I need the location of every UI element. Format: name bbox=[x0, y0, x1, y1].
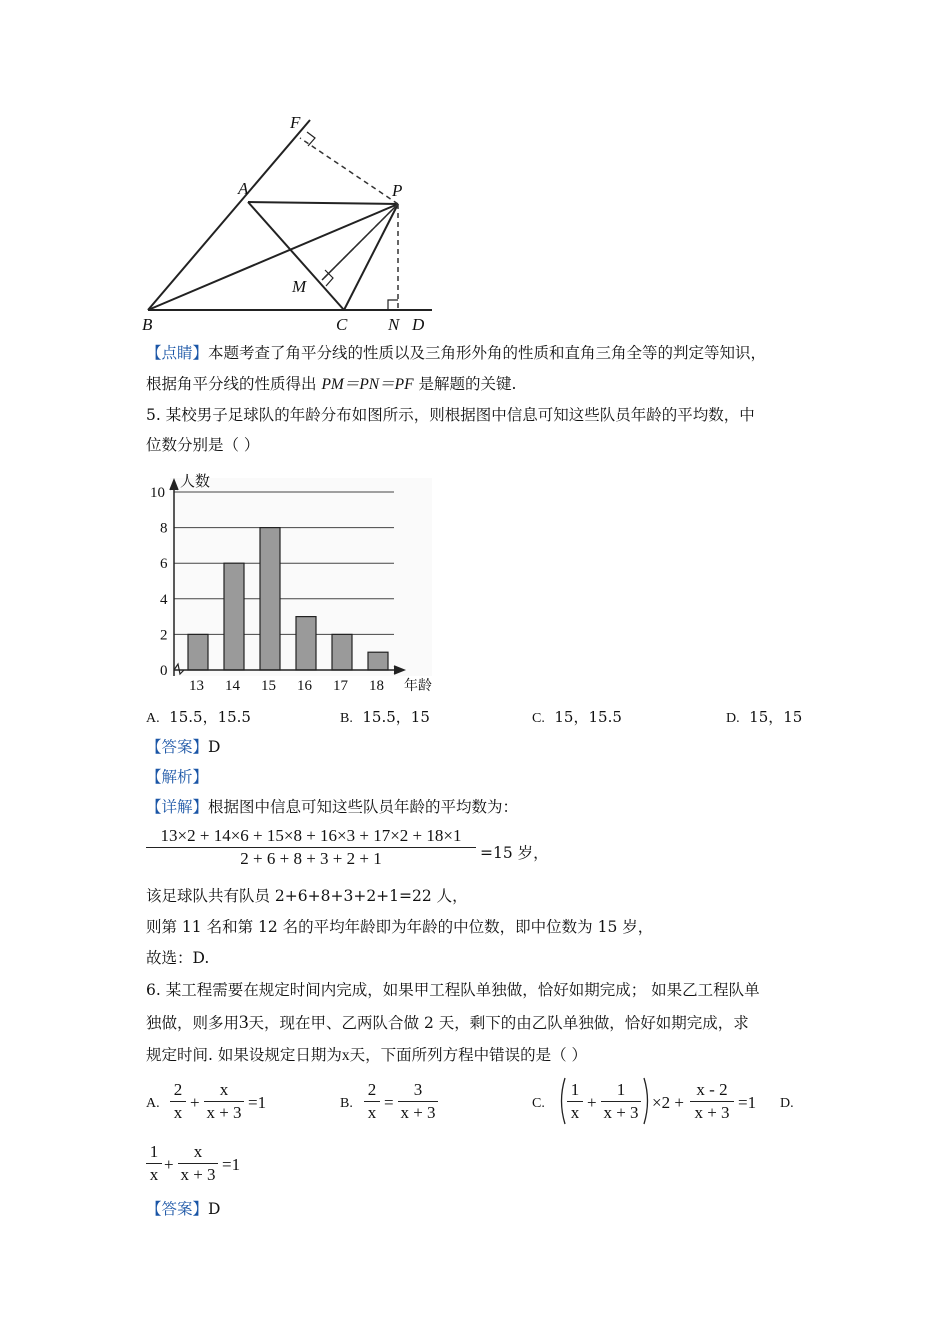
q5-option-b[interactable]: B. 15.5，15 bbox=[340, 708, 430, 726]
x-tick-label: 14 bbox=[225, 678, 240, 694]
x-axis-label: 年龄 bbox=[404, 678, 432, 694]
x-tick-label: 16 bbox=[297, 678, 312, 694]
mean-result: =15 岁， bbox=[480, 844, 549, 862]
geometry-figure bbox=[140, 108, 440, 338]
label-A: A bbox=[238, 179, 249, 198]
label-D: D bbox=[412, 315, 425, 334]
age-bar-chart bbox=[140, 470, 440, 694]
q5-option-a[interactable]: A. 15.5，15.5 bbox=[146, 708, 251, 726]
y-tick-label: 6 bbox=[160, 556, 168, 573]
paren-right bbox=[642, 1076, 652, 1126]
dianjing-line1: 【点睛】本题考查了角平分线的性质以及三角形外角的性质和直角三角全等的判定等知识， bbox=[146, 344, 767, 362]
q5-line1: 5. 某校男子足球队的年龄分布如图所示，则根据图中信息可知这些队员年龄的平均数，中 bbox=[146, 406, 755, 424]
q5-analysis: 【解析】 bbox=[146, 768, 209, 786]
q6-answer: 【答案】D bbox=[146, 1200, 221, 1218]
q5-option-d[interactable]: D. 15，15 bbox=[726, 708, 803, 726]
x-tick-label: 15 bbox=[261, 678, 276, 694]
q5-answer: 【答案】D bbox=[146, 738, 221, 756]
right-angle-N bbox=[388, 300, 398, 310]
paren-left bbox=[557, 1076, 567, 1126]
q5-step3: 故选：D. bbox=[146, 949, 210, 967]
equation-pm-pn-pf: PM＝PN＝PF bbox=[321, 376, 414, 393]
bar-age-14 bbox=[224, 563, 244, 670]
label-P: P bbox=[392, 181, 403, 200]
bar-age-13 bbox=[188, 634, 208, 670]
label-F: F bbox=[290, 113, 301, 132]
label-B: B bbox=[142, 315, 153, 334]
segment-C-P bbox=[344, 204, 398, 310]
bar-age-16 bbox=[296, 617, 316, 670]
bar-age-15 bbox=[260, 528, 280, 670]
x-tick-label: 13 bbox=[189, 678, 204, 694]
y-tick-label: 10 bbox=[150, 485, 165, 501]
label-C: C bbox=[336, 315, 348, 334]
q5-option-c[interactable]: C. 15，15.5 bbox=[532, 708, 622, 726]
segment-B-P bbox=[148, 204, 398, 310]
bar-age-18 bbox=[368, 652, 388, 670]
x-tick-label: 18 bbox=[369, 678, 384, 694]
x-tick-label: 17 bbox=[333, 678, 348, 694]
q5-detail: 【详解】根据图中信息可知这些队员年龄的平均数为： bbox=[146, 798, 519, 816]
y-axis-label: 人数 bbox=[180, 472, 211, 490]
dashed-P-F bbox=[300, 138, 398, 204]
q6-option-d-label[interactable]: D. bbox=[780, 1096, 794, 1111]
q6-line1: 6. 某工程需要在规定时间内完成，如果甲工程队单独做，恰好如期完成； 如果乙工程队单 bbox=[146, 981, 760, 999]
label-M: M bbox=[292, 277, 307, 296]
segment-A-P bbox=[248, 202, 398, 204]
y-tick-label: 0 bbox=[160, 663, 168, 679]
q6-line3: 规定时间. 如果设规定日期为x天，下面所列方程中错误的是（ ） bbox=[146, 1046, 588, 1064]
y-tick-label: 2 bbox=[160, 627, 168, 644]
bar-age-17 bbox=[332, 634, 352, 670]
q5-step1: 该足球队共有队员 2+6+8+3+2+1=22 人， bbox=[146, 887, 468, 905]
dianjing-tag: 【点睛】 bbox=[146, 344, 209, 362]
label-N: N bbox=[388, 315, 400, 334]
q6-line2: 独做，则多用3天，现在甲、乙两队合做 2 天，剩下的由乙队单独做，恰好如期完成，求 bbox=[146, 1012, 749, 1033]
mean-formula: 13×2 + 14×6 + 15×8 + 16×3 + 17×2 + 18×1 2 + 6 + 8 + 3 + 2 + 1 bbox=[146, 826, 476, 869]
q5-line2: 位数分别是（ ） bbox=[146, 436, 260, 454]
ray-B-F bbox=[148, 120, 310, 310]
y-tick-label: 4 bbox=[160, 591, 168, 608]
q5-step2: 则第 11 名和第 12 名的平均年龄即为年龄的中位数，即中位数为 15 岁， bbox=[146, 918, 654, 936]
y-tick-label: 8 bbox=[160, 520, 168, 537]
dianjing-line2: 根据角平分线的性质得出 PM＝PN＝PF 是解题的关键. bbox=[146, 375, 517, 393]
